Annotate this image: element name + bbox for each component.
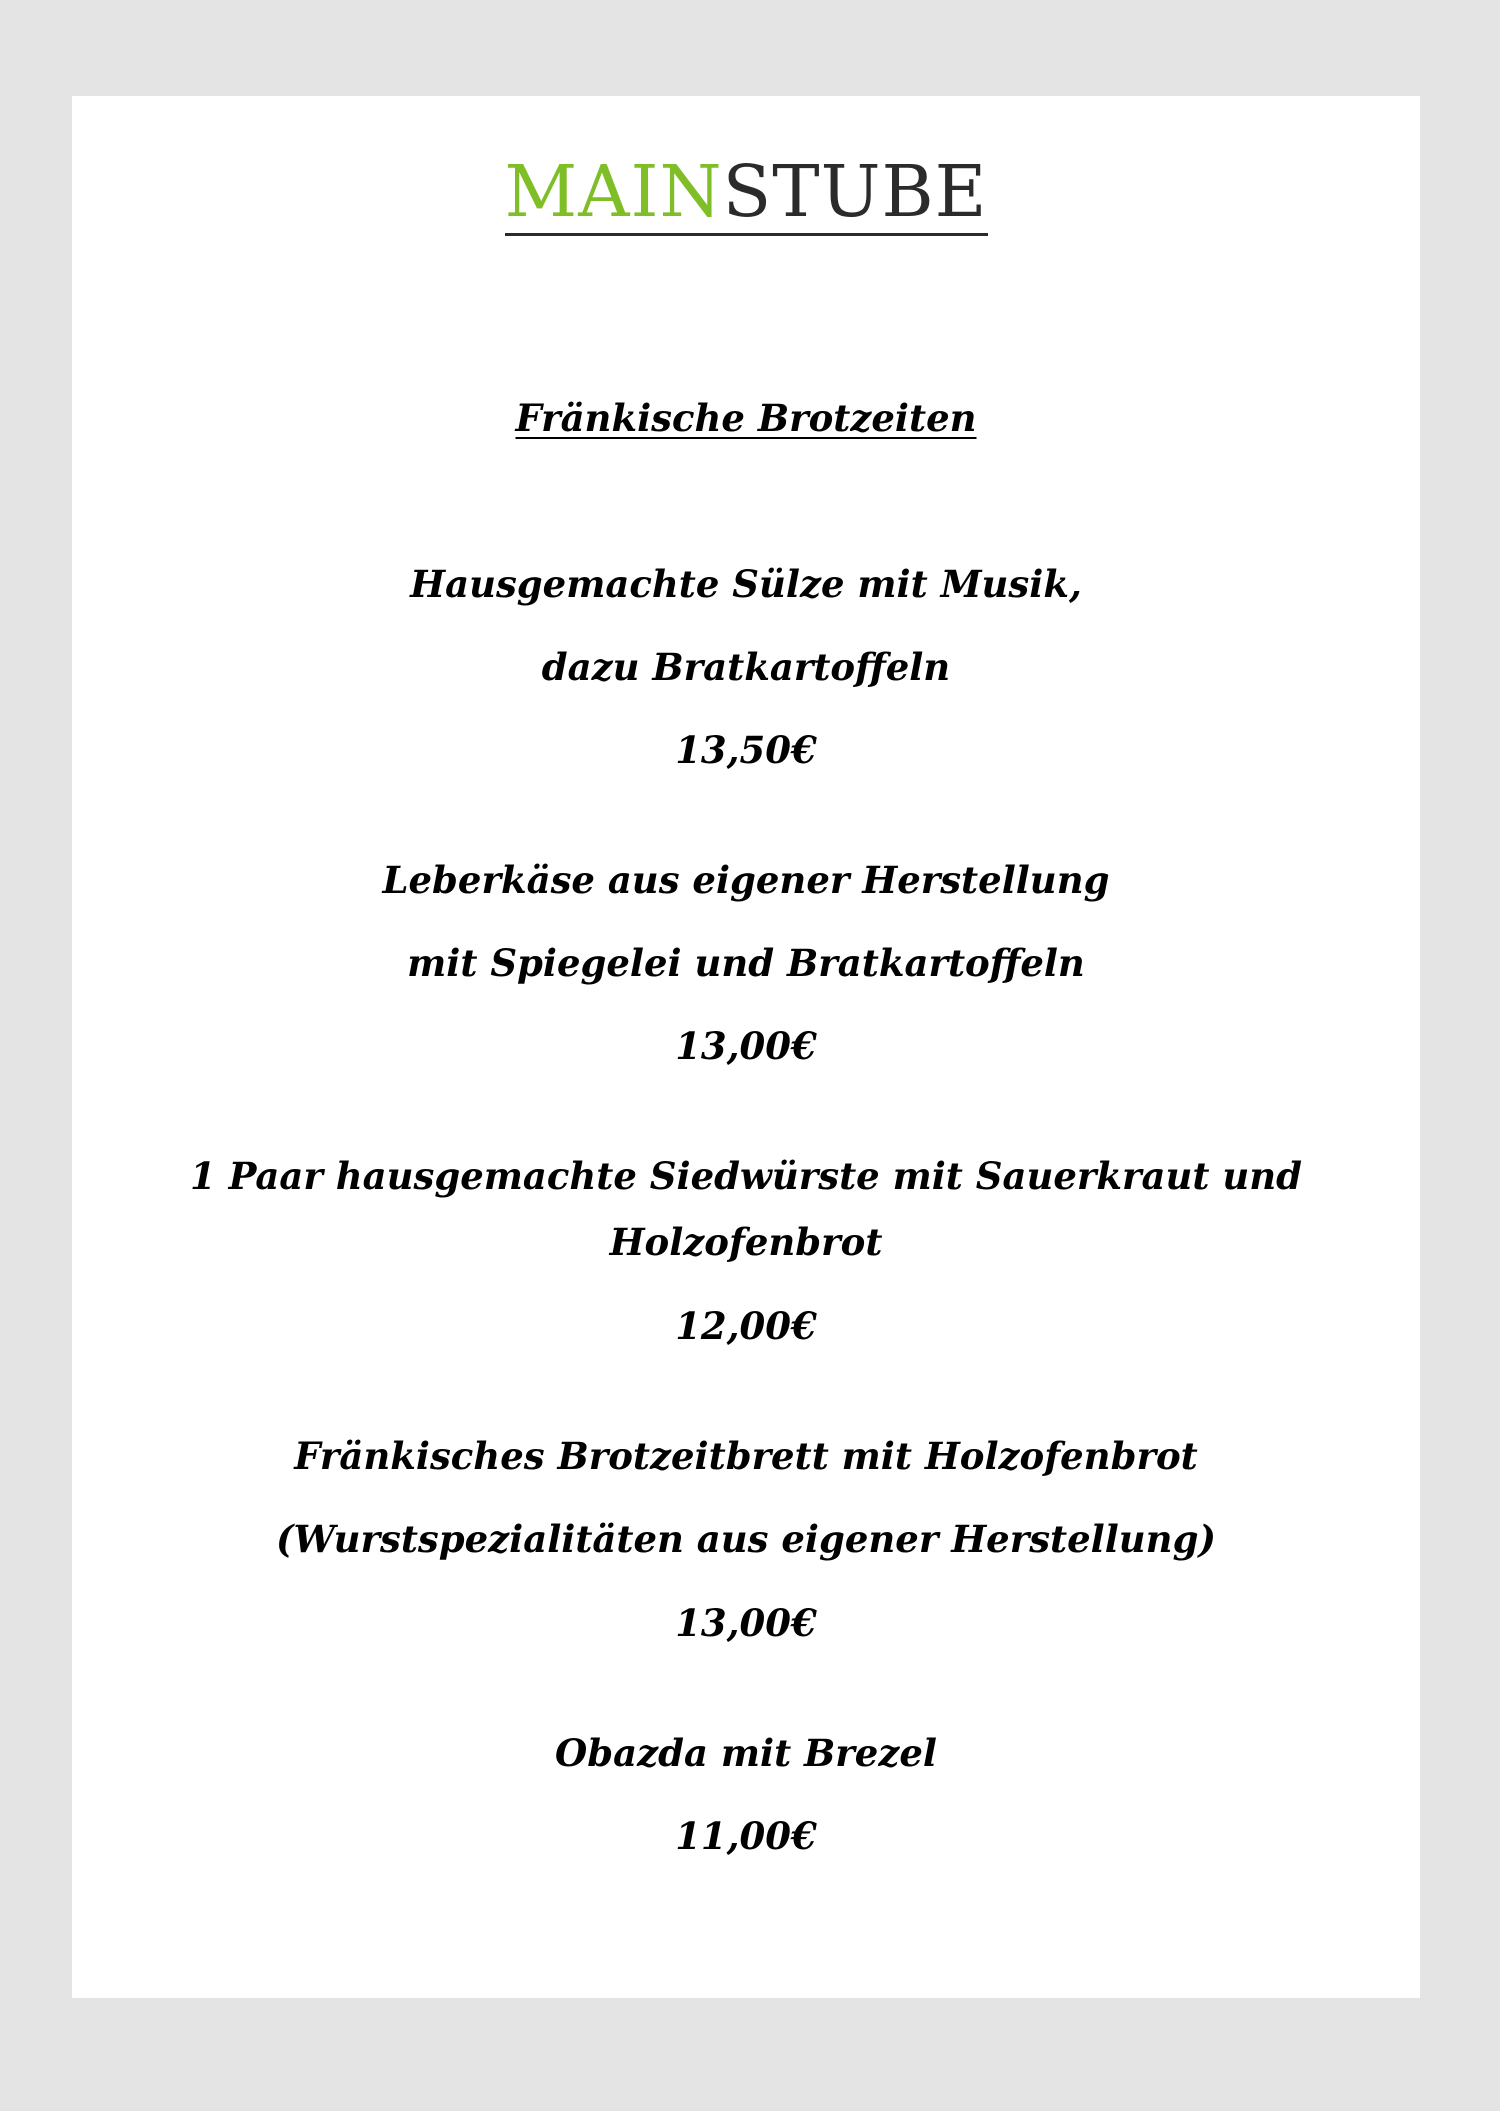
section-heading [72, 388, 1420, 448]
menu-item-4-name: Fränkisches Brotzeitbrett mit Holzofenbrot [294, 1434, 1198, 1478]
menu-item-1-price: 13,50€ [675, 728, 817, 772]
logo-stube-text: STUBE [722, 150, 988, 233]
menu-item-5-price: 11,00€ [675, 1814, 817, 1858]
menu-item-2-name: Leberkäse aus eigener Herstellung [382, 858, 1110, 902]
menu-item-3-description: Holzofenbrot [609, 1220, 883, 1264]
menu-item-1-description: dazu Bratkartoffeln [541, 645, 951, 689]
logo-main-text: MAIN [504, 150, 723, 233]
menu-item-3-price: 12,00€ [675, 1304, 817, 1348]
logo-wordmark [504, 150, 988, 236]
menu-item-5-name: Obazda mit Brezel [555, 1731, 937, 1775]
section-heading-text: Fränkische Brotzeiten [515, 396, 977, 440]
menu-item-3-name: 1 Paar hausgemachte Siedwürste mit Sauerkraut und [189, 1154, 1303, 1198]
logo [72, 150, 1420, 236]
menu-item-2-description: mit Spiegelei und Bratkartoffeln [407, 941, 1085, 985]
menu-item-1-name: Hausgemachte Sülze mit Musik, [410, 562, 1082, 606]
menu-item-4-price: 13,00€ [675, 1601, 817, 1645]
menu-item-2-price: 13,00€ [675, 1024, 817, 1068]
menu-item-4-description: (Wurstspezialitäten aus eigener Herstellung) [276, 1517, 1216, 1561]
menu-page [72, 96, 1420, 1998]
